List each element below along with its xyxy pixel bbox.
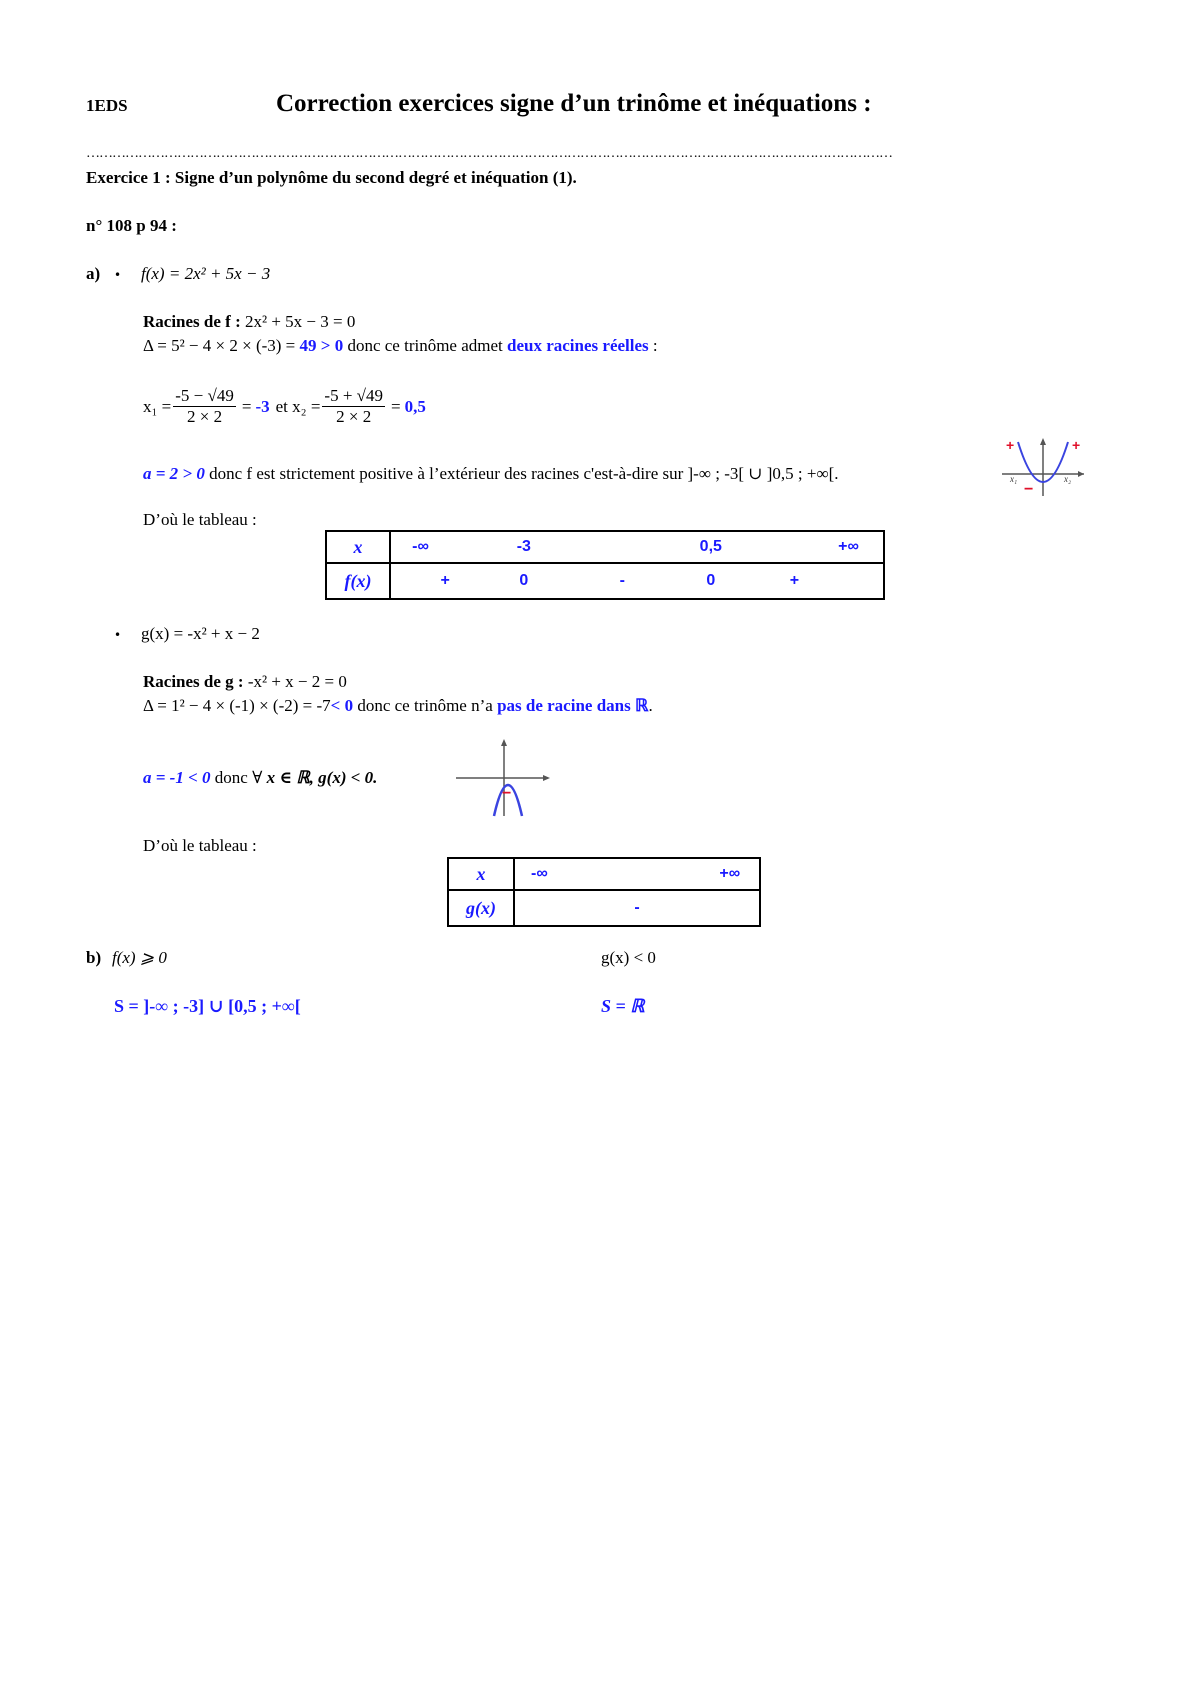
x2-lhs: et x₂ = — [275, 396, 321, 416]
table-cell — [390, 531, 884, 563]
f-inequality: f(x) ⩾ 0 — [112, 948, 167, 967]
f-delta-end: : — [648, 336, 658, 355]
g-a-text: donc ∀ — [210, 768, 267, 787]
f-roots-equation: 2x² + 5x − 3 = 0 — [244, 312, 356, 331]
zero-cell: 0 — [519, 572, 529, 589]
g-a-end: x ∈ ℝ, g(x) < 0. — [266, 768, 378, 787]
plus-left-sign: + — [1006, 437, 1015, 453]
zero-cell: 0 — [706, 572, 716, 589]
f-delta-value: 49 > 0 — [299, 336, 344, 355]
y-axis-arrow — [501, 739, 507, 746]
x-axis-arrow — [543, 775, 550, 781]
g-inequality: g(x) < 0 — [601, 948, 656, 967]
table-header-cell: f(x) — [326, 563, 390, 599]
x1-equals: = — [241, 396, 252, 416]
dotted-separator: …………………………………………………………………………………………………………………………………………………………………… — [86, 146, 892, 161]
g-delta-value: < 0 — [330, 696, 354, 715]
f-sign-conclusion — [143, 464, 839, 484]
f-delta-text: donc ce trinôme admet — [343, 336, 508, 355]
g-delta-expr: Δ = 1² − 4 × (-1) × (-2) = -7 — [143, 696, 331, 715]
f-solution-set: S = ]-∞ ; -3] ∪ [0,5 ; +∞[ — [114, 996, 301, 1016]
value-minus-infinity: -∞ — [531, 865, 548, 882]
table-row — [326, 563, 884, 599]
table-row — [448, 890, 760, 926]
minus-sign: − — [502, 785, 512, 802]
x-values-row — [515, 859, 759, 889]
f-delta-line — [143, 336, 658, 356]
page-title: Correction exercices signe d’un trinôme et inéquations : — [276, 90, 872, 117]
table-header-cell: x — [326, 531, 390, 563]
g-signs-row — [515, 891, 759, 925]
x2-numerator: -5 + √49 — [324, 386, 384, 405]
bullet-icon: • — [114, 628, 122, 642]
x1-fraction — [173, 386, 236, 427]
x2-value: 0,5 — [404, 396, 426, 416]
x1-denominator: 2 × 2 — [187, 407, 223, 426]
f-signs-row — [391, 564, 883, 598]
g-delta-conclusion: pas de racine dans ℝ — [497, 696, 649, 715]
x1-numerator: -5 − √49 — [175, 386, 234, 405]
g-sign-table — [447, 857, 761, 927]
y-axis-arrow — [1040, 438, 1046, 445]
f-sign-table — [325, 530, 885, 600]
x2-label: x₂ — [1064, 474, 1072, 484]
sign-cell: - — [634, 899, 640, 916]
bullet-icon: • — [114, 268, 122, 282]
plus-right-sign: + — [1072, 437, 1081, 453]
f-roots-calculation — [143, 386, 426, 427]
table-cell — [390, 563, 884, 599]
value-root-1: -3 — [516, 538, 531, 555]
tableau-label: D’où le tableau : — [143, 510, 257, 529]
sign-cell: + — [440, 572, 450, 589]
table-row — [448, 858, 760, 890]
class-label: 1EDS — [86, 96, 128, 115]
minus-sign: − — [1024, 481, 1034, 498]
x2-equals: = — [391, 396, 401, 416]
exercise-heading: Exercice 1 : Signe d’un polynôme du second degré et inéquation (1). — [86, 168, 577, 187]
g-roots-equation: -x² + x − 2 = 0 — [247, 672, 347, 691]
table-cell — [514, 858, 760, 890]
value-plus-infinity: +∞ — [719, 865, 741, 882]
tableau-label-2: D’où le tableau : — [143, 836, 257, 855]
table-header-cell: x — [448, 858, 514, 890]
f-delta-conclusion: deux racines réelles — [507, 336, 649, 355]
table-header-cell: g(x) — [448, 890, 514, 926]
x2-fraction — [322, 386, 385, 427]
value-minus-infinity: -∞ — [412, 538, 429, 555]
f-delta-expr: Δ = 5² − 4 × 2 × (-3) = — [143, 336, 300, 355]
value-plus-infinity: +∞ — [838, 538, 859, 555]
g-roots-label: Racines de g : — [143, 672, 244, 691]
x1-value: -3 — [255, 396, 270, 416]
g-definition: g(x) = -x² + x − 2 — [141, 624, 260, 643]
f-a-value: a = 2 > 0 — [143, 464, 205, 483]
g-delta-end: . — [648, 696, 653, 715]
f-definition: f(x) = 2x² + 5x − 3 — [141, 264, 271, 283]
value-root-2: 0,5 — [699, 538, 722, 555]
sign-cell: + — [789, 572, 800, 589]
g-delta-line — [143, 696, 653, 716]
g-sign-conclusion — [143, 768, 377, 788]
x-axis-arrow — [1078, 471, 1084, 477]
table-row — [326, 531, 884, 563]
g-roots-line — [143, 672, 347, 692]
exercise-reference: n° 108 p 94 : — [86, 216, 177, 235]
part-b-label: b) — [86, 948, 102, 967]
f-a-text: donc f est strictement positive à l’extérieur des racines c'est-à-dire sur ]-∞ ; -3[ ∪ ]0,5 ; +∞[. — [204, 464, 839, 483]
x1-lhs: x₁ = — [143, 396, 172, 416]
table-cell — [514, 890, 760, 926]
g-parabola-graph — [452, 736, 554, 818]
sign-cell: - — [619, 572, 625, 589]
g-delta-text: donc ce trinôme n’a — [353, 696, 498, 715]
part-a-label: a) — [86, 264, 101, 283]
f-roots-line — [143, 312, 355, 332]
f-roots-label: Racines de f : — [143, 312, 241, 331]
x2-denominator: 2 × 2 — [336, 407, 372, 426]
g-a-value: a = -1 < 0 — [143, 768, 211, 787]
g-solution-set: S = ℝ — [601, 996, 645, 1016]
x1-label: x₁ — [1010, 474, 1018, 484]
x-values-row — [391, 532, 883, 562]
f-parabola-graph — [996, 436, 1088, 498]
